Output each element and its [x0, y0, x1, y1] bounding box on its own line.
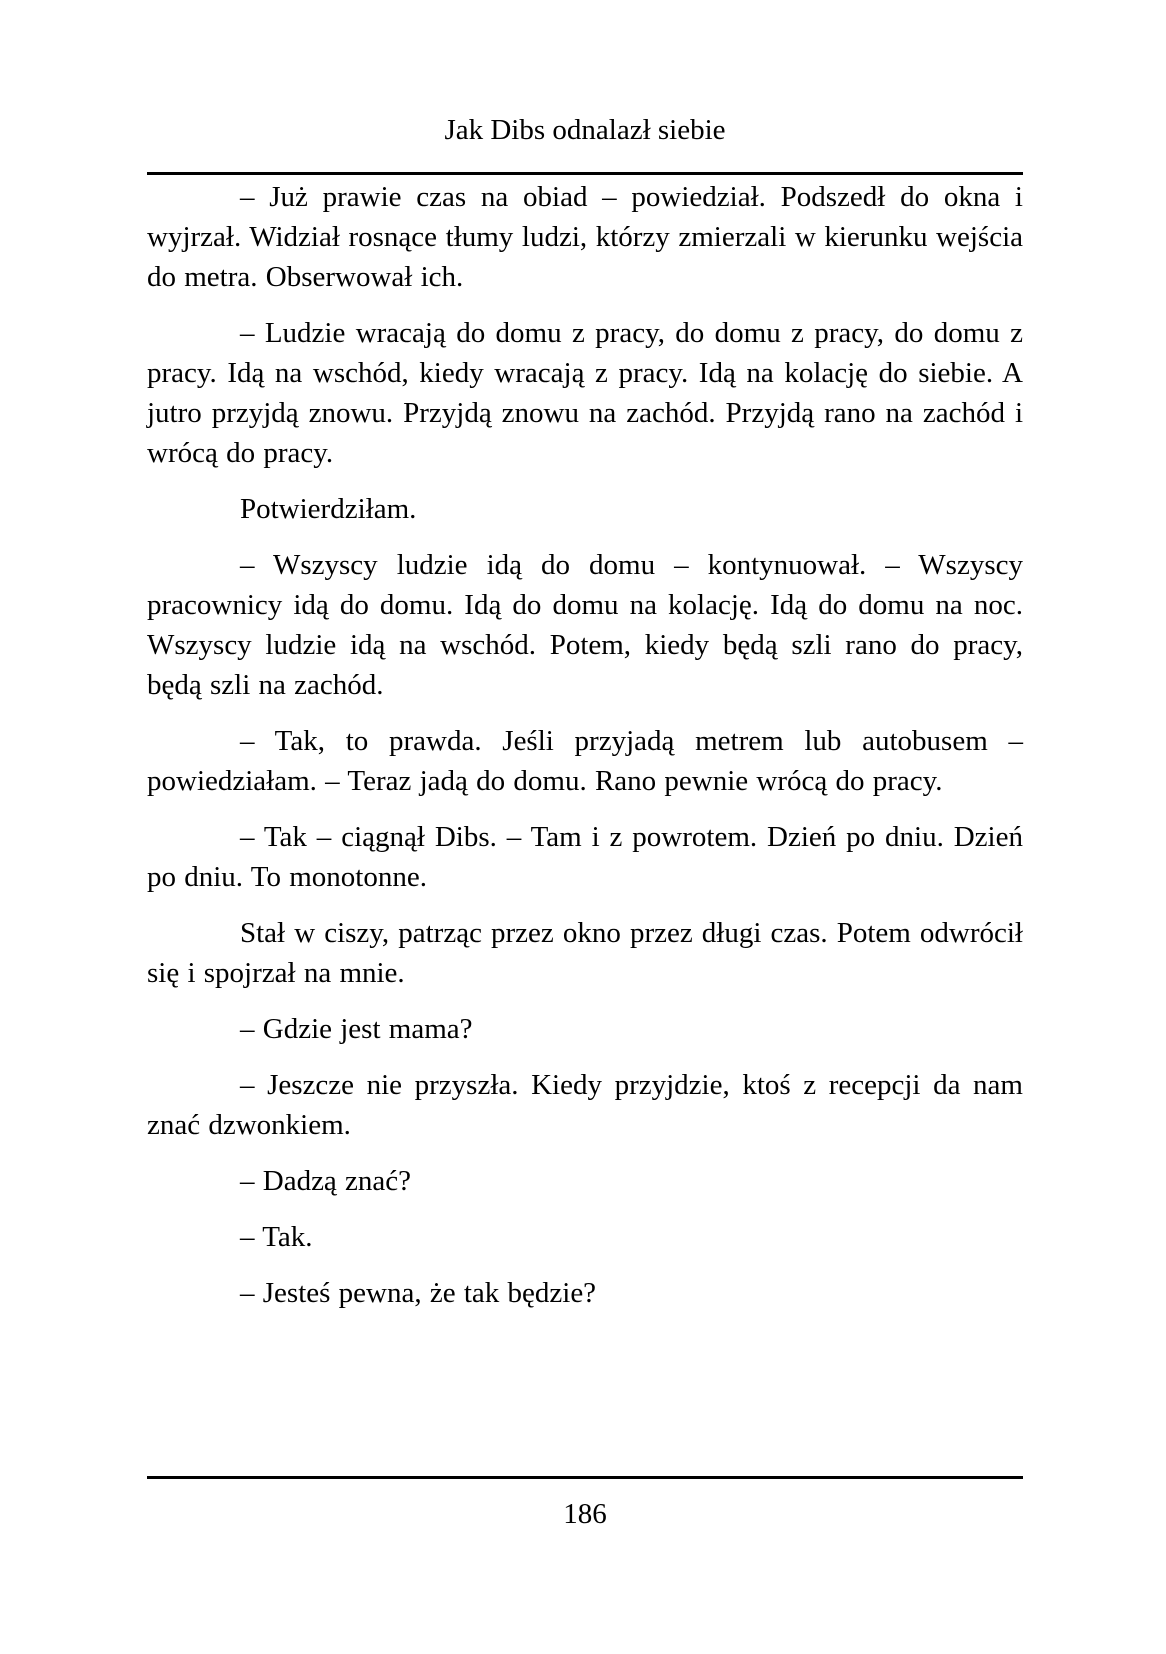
- running-header: Jak Dibs odnalazł siebie: [444, 114, 726, 146]
- paragraph: – Tak – ciągnął Dibs. – Tam i z powrotem. Dzień po dniu. Dzień po dniu. To monotonne.: [147, 821, 1023, 893]
- paragraph: – Wszyscy ludzie idą do domu – kontynuował. – Wszyscy pracownicy idą do domu. Idą do domu na kolację. Idą do domu na noc. Wszyscy ludzie idą na wschód. Potem, kiedy będą szli rano do pracy, będą szli na zachód.: [147, 549, 1023, 701]
- footer-rule: [147, 1476, 1023, 1479]
- paragraph: – Gdzie jest mama?: [240, 1013, 473, 1045]
- paragraph: – Tak, to prawda. Jeśli przyjadą metrem lub autobusem – powiedziałam. – Teraz jadą do domu. Rano pewnie wrócą do pracy.: [147, 725, 1023, 797]
- page-body: [147, 177, 1023, 1329]
- paragraph: – Ludzie wracają do domu z pracy, do domu z pracy, do domu z pracy. Idą na wschód, kiedy wracają z pracy. Idą na kolację do siebie. A jutro przyjdą znowu. Przyjdą znowu na zachód. Przyjdą rano na zachód i wrócą do pracy.: [147, 317, 1023, 469]
- paragraph: Stał w ciszy, patrząc przez okno przez długi czas. Potem odwrócił się i spojrzał na mnie.: [147, 917, 1023, 989]
- paragraph: – Tak.: [240, 1221, 313, 1253]
- paragraph: – Dadzą znać?: [240, 1165, 412, 1197]
- paragraph: – Jeszcze nie przyszła. Kiedy przyjdzie, ktoś z recepcji da nam znać dzwonkiem.: [147, 1069, 1023, 1141]
- page-number: 186: [563, 1498, 607, 1530]
- paragraph: Potwierdziłam.: [240, 493, 417, 525]
- paragraph: – Jesteś pewna, że tak będzie?: [240, 1277, 597, 1309]
- paragraph: – Już prawie czas na obiad – powiedział. Podszedł do okna i wyjrzał. Widział rosnące tłumy ludzi, którzy zmierzali w kierunku wejścia do metra. Obserwował ich.: [147, 181, 1023, 293]
- header-rule: [147, 172, 1023, 175]
